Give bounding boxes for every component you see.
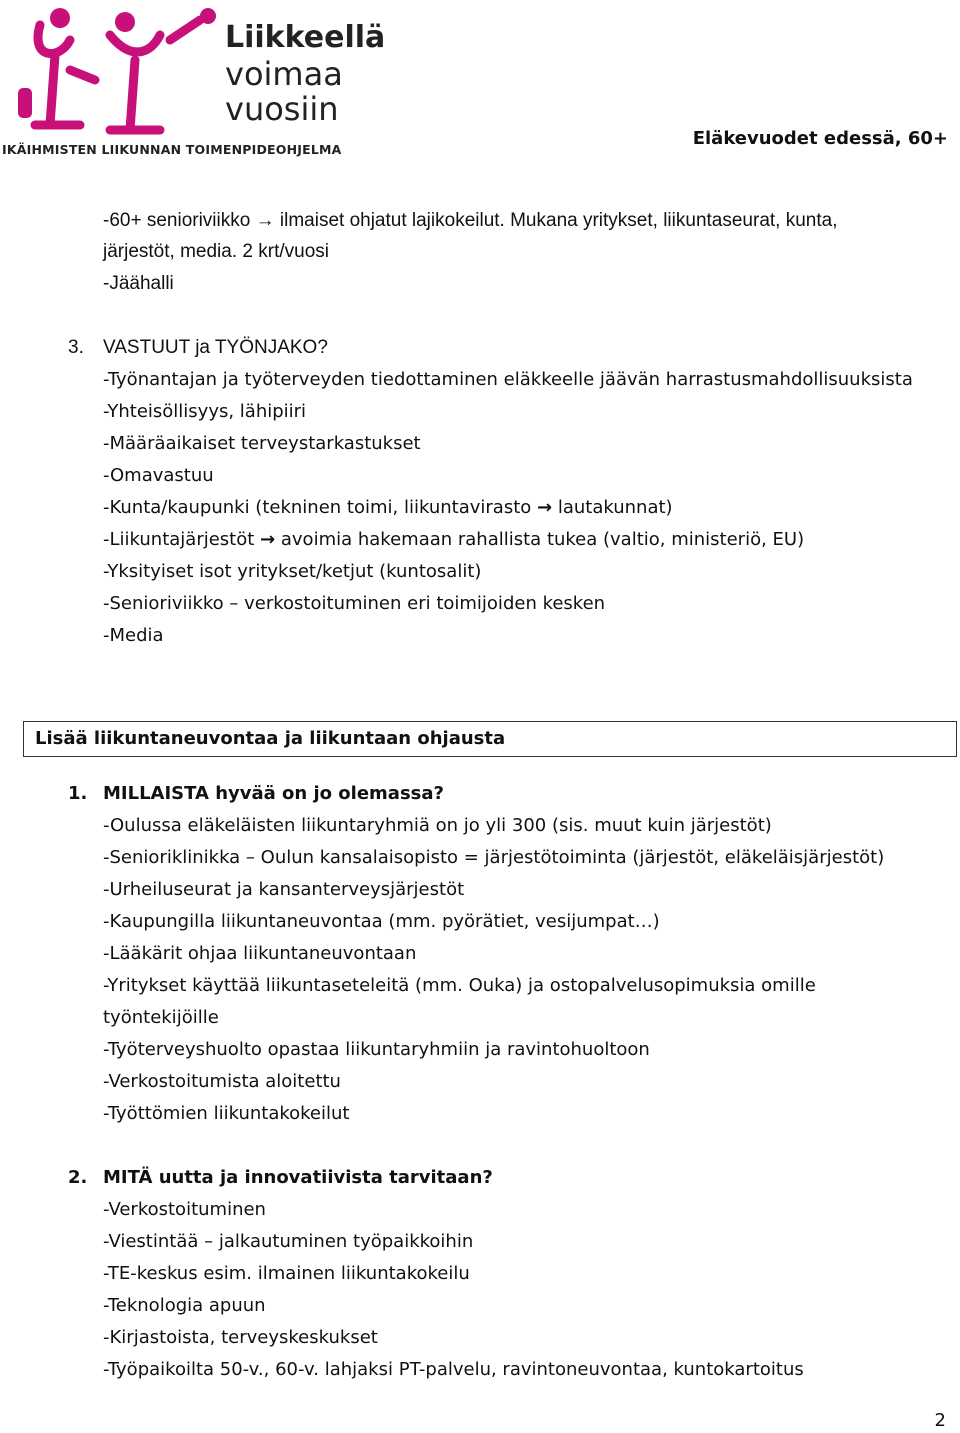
section-heading: Lisää liikuntaneuvontaa ja liikuntaan ohjausta — [35, 728, 506, 749]
q1-item: -Yritykset käyttää liikuntaseteleitä (mm. Ouka) ja ostopalvelusopimuksia omille — [103, 975, 816, 996]
program-logo — [0, 0, 386, 162]
arrow-right-icon: → — [260, 529, 276, 550]
q1-item: -Senioriklinikka – Oulun kansalaisopisto = järjestötoiminta (järjestöt, eläkeläisjärjestöt) — [103, 847, 885, 868]
q1-item: -Oulussa eläkeläisten liikuntaryhmiä on jo yli 300 (sis. muut kuin järjestöt) — [103, 815, 772, 836]
q1-item: -Verkostoitumista aloitettu — [103, 1071, 341, 1092]
header-title: Eläkevuodet edessä, 60+ — [692, 128, 948, 149]
intro-line-1b: ilmaiset ohjatut lajikokeilut. Mukana yritykset, liikuntaseurat, kunta, — [279, 210, 838, 231]
logo-subtitle: IKÄIHMISTEN LIIKUNNAN TOIMENPIDEOHJELMA — [2, 142, 342, 157]
kunta-text-a: -Kunta/kaupunki (tekninen toimi, liikuntavirasto — [103, 497, 532, 518]
q2-item: -Työpaikoilta 50-v., 60-v. lahjaksi PT-palvelu, ravintoneuvontaa, kuntokartoitus — [103, 1359, 804, 1380]
q1-item: työntekijöille — [103, 1007, 219, 1028]
q1-item: -Työttömien liikuntakokeilut — [103, 1103, 350, 1124]
intro-line-3: -Jäähalli — [103, 273, 174, 294]
section3-item: -Omavastuu — [103, 465, 214, 486]
intro-line-1 — [103, 209, 837, 233]
section3-item: -Työnantajan ja työterveyden tiedottaminen eläkkeelle jäävän harrastusmahdollisuuksista — [103, 369, 913, 390]
logo-line3: vuosiin — [225, 90, 339, 128]
q2-number: 2. — [68, 1167, 88, 1188]
liikunta-text-b: avoimia hakemaan rahallista tukea (valtio, ministeriö, EU) — [280, 529, 805, 550]
q1-number: 1. — [68, 783, 88, 804]
logo-line2: voimaa — [225, 55, 343, 93]
arrow-right-icon: → — [255, 210, 275, 231]
section3-item: -Yhteisöllisyys, lähipiiri — [103, 401, 307, 422]
q2-item: -Kirjastoista, terveyskeskukset — [103, 1327, 378, 1348]
q1-item: -Työterveyshuolto opastaa liikuntaryhmiin ja ravintohuoltoon — [103, 1039, 650, 1060]
q2-title: MITÄ uutta ja innovatiivista tarvitaan? — [103, 1167, 493, 1188]
kunta-text-b: lautakunnat) — [557, 497, 673, 518]
section3-item: -Määräaikaiset terveystarkastukset — [103, 433, 421, 454]
section3-item: -Senioriviikko – verkostoituminen eri toimijoiden kesken — [103, 593, 606, 614]
logo-line1: Liikkeellä — [225, 20, 386, 55]
section3-number: 3. — [68, 337, 84, 358]
q1-title: MILLAISTA hyvää on jo olemassa? — [103, 783, 444, 804]
q2-item: -Viestintää – jalkautuminen työpaikkoihin — [103, 1231, 474, 1252]
page-number: 2 — [934, 1410, 946, 1431]
intro-line-1a: -60+ senioriviikko — [103, 210, 251, 231]
liikunta-text-a: -Liikuntajärjestöt — [103, 529, 255, 550]
q2-item: -Teknologia apuun — [103, 1295, 266, 1316]
section3-kunta — [103, 496, 673, 520]
section3-liikunta — [103, 528, 804, 552]
arrow-right-icon: → — [537, 497, 553, 518]
q2-item: -Verkostoituminen — [103, 1199, 266, 1220]
section3-title: VASTUUT ja TYÖNJAKO? — [103, 337, 328, 358]
q1-item: -Urheiluseurat ja kansanterveysjärjestöt — [103, 879, 465, 900]
q1-item: -Kaupungilla liikuntaneuvontaa (mm. pyörätiet, vesijumpat…) — [103, 911, 660, 932]
section3-item: -Media — [103, 625, 164, 646]
intro-line-2: järjestöt, media. 2 krt/vuosi — [103, 241, 329, 262]
section3-item: -Yksityiset isot yritykset/ketjut (kuntosalit) — [103, 561, 482, 582]
q1-item: -Lääkärit ohjaa liikuntaneuvontaan — [103, 943, 417, 964]
q2-item: -TE-keskus esim. ilmainen liikuntakokeilu — [103, 1263, 470, 1284]
section-heading-box — [23, 721, 957, 757]
